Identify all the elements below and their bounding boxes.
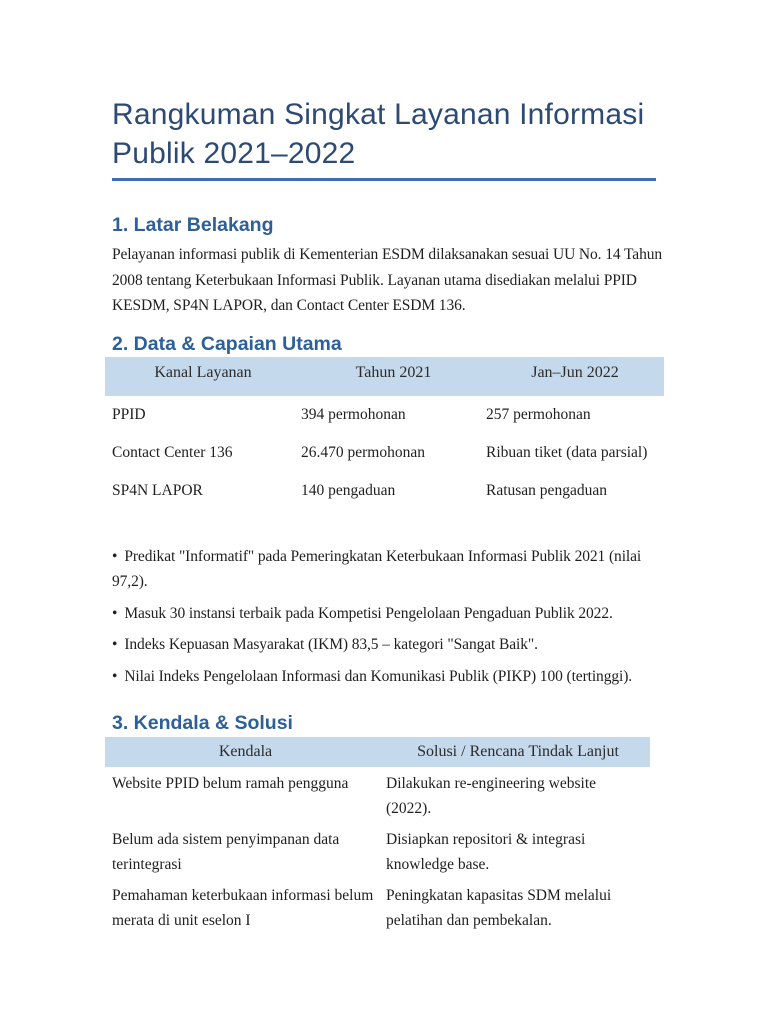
achievement-bullet-list bbox=[112, 544, 664, 690]
bullet-text: Nilai Indeks Pengelolaan Informasi dan Komunikasi Publik (PIKP) 100 (tertinggi). bbox=[124, 667, 633, 685]
document-title: Rangkuman Singkat Layanan Informasi Publik 2021–2022 bbox=[112, 95, 656, 181]
section-1-paragraph: Pelayanan informasi publik di Kementerian ESDM dilaksanakan sesuai UU No. 14 Tahun 2008 tentang Keterbukaan Informasi Publik. Layanan utama disediakan melalui PPID KESDM, SP4N LAPOR, dan Contact Center ESDM 136. bbox=[112, 246, 663, 314]
section-data-capaian bbox=[112, 332, 656, 690]
capaian-col-header-2021: Tahun 2021 bbox=[301, 357, 486, 396]
kendala-cell: Website PPID belum ramah pengguna bbox=[112, 775, 349, 792]
table-row bbox=[105, 396, 664, 434]
kendala-col-header: Kendala bbox=[105, 737, 386, 767]
list-item bbox=[112, 601, 664, 627]
kendala-table bbox=[105, 737, 650, 935]
list-item bbox=[112, 664, 664, 690]
section-3-heading: 3. Kendala & Solusi bbox=[112, 712, 293, 734]
bullet-text: Masuk 30 instansi terbaik pada Kompetisi Pengelolaan Pengaduan Publik 2022. bbox=[124, 604, 613, 622]
kendala-table-header-row bbox=[105, 737, 650, 767]
bullet-marker: • bbox=[112, 667, 118, 685]
capaian-cell: 26.470 permohonan bbox=[301, 443, 425, 461]
section-kendala-solusi bbox=[112, 711, 656, 935]
kendala-cell: Pemahaman keterbukaan informasi belum merata di unit eselon I bbox=[112, 887, 374, 929]
bullet-text: Predikat "Informatif" pada Pemeringkatan Keterbukaan Informasi Publik 2021 (nilai 97,2). bbox=[112, 547, 642, 590]
capaian-cell: 394 permohonan bbox=[301, 405, 406, 423]
section-2-heading: 2. Data & Capaian Utama bbox=[112, 332, 342, 355]
list-item bbox=[112, 544, 664, 595]
bullet-marker: • bbox=[112, 547, 118, 565]
capaian-table-header-row bbox=[105, 357, 664, 396]
capaian-cell: Contact Center 136 bbox=[112, 443, 233, 461]
capaian-cell: PPID bbox=[112, 405, 146, 423]
bullet-text: Indeks Kepuasan Masyarakat (IKM) 83,5 – kategori "Sangat Baik". bbox=[124, 636, 538, 653]
solusi-cell: Disiapkan repositori & integrasi knowledge base. bbox=[386, 831, 586, 873]
bullet-marker: • bbox=[112, 636, 118, 653]
list-item bbox=[112, 632, 664, 658]
section-latar-belakang bbox=[112, 213, 663, 319]
bullet-marker: • bbox=[112, 604, 118, 622]
solusi-col-header: Solusi / Rencana Tindak Lanjut bbox=[386, 737, 650, 767]
section-1-heading: 1. Latar Belakang bbox=[112, 214, 274, 236]
table-row bbox=[105, 767, 650, 823]
capaian-cell: SP4N LAPOR bbox=[112, 481, 203, 499]
table-row bbox=[105, 472, 664, 510]
capaian-cell: 257 permohonan bbox=[486, 405, 591, 423]
table-row bbox=[105, 879, 650, 935]
solusi-cell: Dilakukan re-engineering website (2022). bbox=[386, 775, 597, 817]
capaian-col-header-kanal: Kanal Layanan bbox=[105, 357, 301, 396]
capaian-cell: Ribuan tiket (data parsial) bbox=[486, 443, 648, 461]
capaian-col-header-2022: Jan–Jun 2022 bbox=[486, 357, 664, 396]
solusi-cell: Peningkatan kapasitas SDM melalui pelatihan dan pembekalan. bbox=[386, 887, 612, 929]
table-row bbox=[105, 434, 664, 472]
capaian-table bbox=[105, 357, 664, 510]
kendala-cell: Belum ada sistem penyimpanan data terintegrasi bbox=[112, 831, 340, 873]
capaian-cell: 140 pengaduan bbox=[301, 481, 396, 499]
table-row bbox=[105, 823, 650, 879]
capaian-cell: Ratusan pengaduan bbox=[486, 481, 607, 499]
